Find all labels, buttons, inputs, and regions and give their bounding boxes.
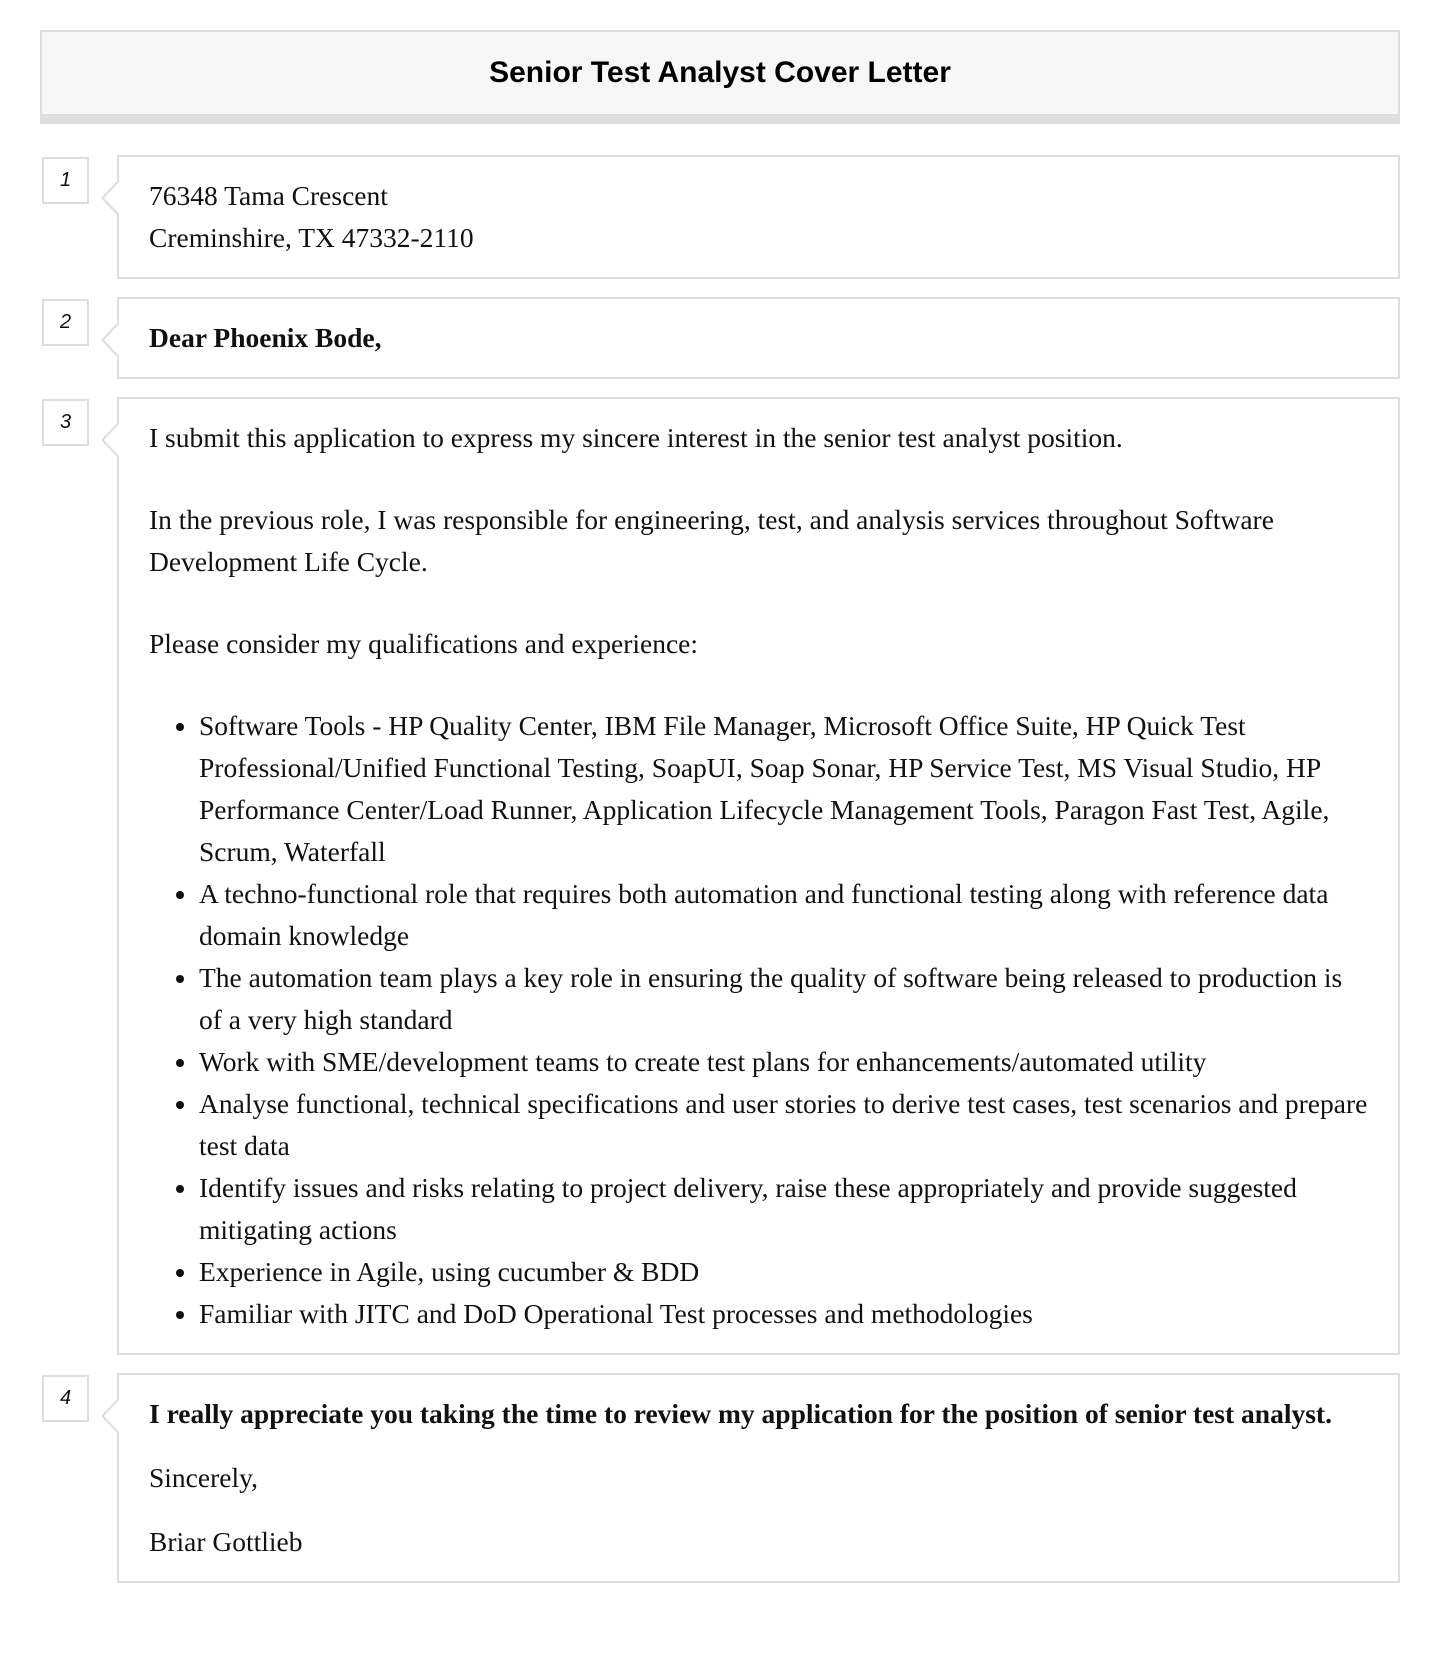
signoff: Sincerely, [149, 1462, 258, 1493]
list-item: • The automation team plays a key role in ensuring the quality of software being released to production is of a very high standard [199, 957, 1368, 1041]
cover-letter-page [40, 30, 1400, 1583]
list-item: • A techno-functional role that requires both automation and functional testing along with reference data domain knowledge [199, 873, 1368, 957]
closing-statement: I really appreciate you taking the time to review my application for the position of senior test analyst. [149, 1398, 1332, 1429]
section-number: 4 [42, 1375, 89, 1422]
list-item: • Identify issues and risks relating to project delivery, raise these appropriately and provide suggested mitigating actions [199, 1167, 1368, 1251]
body-paragraph: Please consider my qualifications and experience: [149, 628, 699, 659]
qualifications-list [149, 705, 1368, 1335]
list-item: • Experience in Agile, using cucumber & BDD [199, 1251, 1368, 1293]
list-item: • Software Tools - HP Quality Center, IBM File Manager, Microsoft Office Suite, HP Quick Test Professional/Unified Functional Testing, SoapUI, Soap Sonar, HP Service Test, MS Visual Studio, HP Performance Center/Load Runner, Application Lifecycle Management Tools, Paragon Fast Test, Agile, Scrum, Waterfall [199, 705, 1368, 873]
greeting-card [117, 297, 1400, 379]
closing-card [117, 1373, 1400, 1583]
body-paragraph: I submit this application to express my sincere interest in the senior test analyst position. [149, 422, 1123, 453]
address-line-1: 76348 Tama Crescent [149, 180, 388, 211]
greeting: Dear Phoenix Bode, [149, 322, 382, 353]
list-item: • Work with SME/development teams to create test plans for enhancements/automated utility [199, 1041, 1368, 1083]
section-number: 3 [42, 399, 89, 446]
page-title: Senior Test Analyst Cover Letter [489, 56, 951, 89]
signature: Briar Gottlieb [149, 1526, 303, 1557]
address-line-2: Creminshire, TX 47332-2110 [149, 222, 474, 253]
list-item: • Familiar with JITC and DoD Operational Test processes and methodologies [199, 1293, 1368, 1335]
body-card [117, 397, 1400, 1355]
section-closing [40, 1373, 1400, 1583]
list-item: • Analyse functional, technical specifications and user stories to derive test cases, test scenarios and prepare test data [199, 1083, 1368, 1167]
section-body [40, 397, 1400, 1355]
address-card [117, 155, 1400, 279]
section-number: 2 [42, 299, 89, 346]
page-header [40, 30, 1400, 124]
body-paragraph: In the previous role, I was responsible for engineering, test, and analysis services throughout Software Development Life Cycle. [149, 504, 1274, 577]
section-greeting [40, 297, 1400, 379]
section-number: 1 [42, 157, 89, 204]
section-address [40, 155, 1400, 279]
